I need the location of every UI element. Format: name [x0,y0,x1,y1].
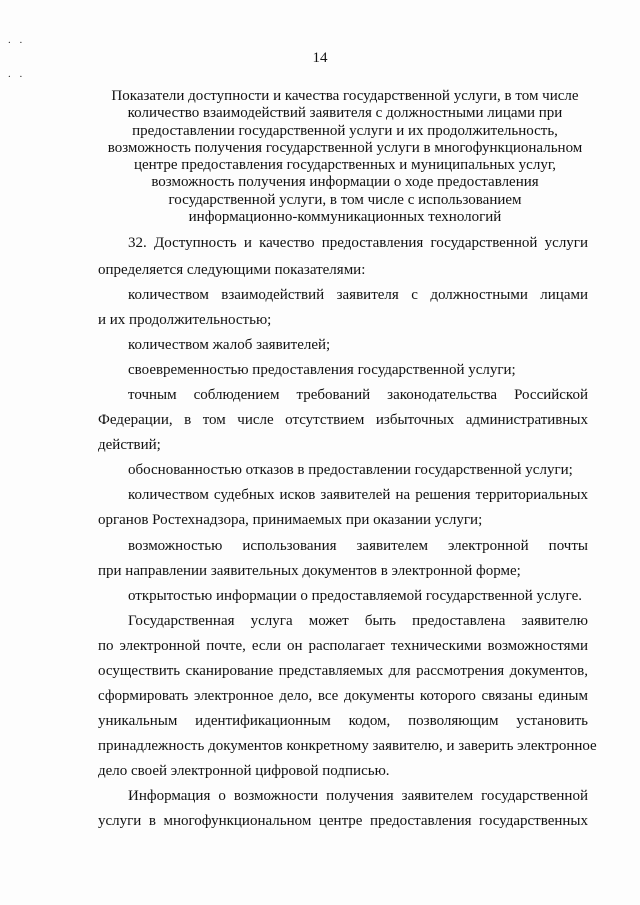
paragraph-line: 32. Доступность и качество предоставления государственной услуги [128,235,588,251]
paragraph-line: количеством жалоб заявителей; [128,337,331,353]
paragraph-line: органов Ростехнадзора, принимаемых при оказании услуги; [98,512,483,528]
paragraph-line: по электронной почте, если он располагает техническими возможностями [98,638,588,654]
heading-line: Показатели доступности и качества государственной услуги, в том числе [111,88,579,104]
paragraph-line: услуги в многофункциональном центре предоставления государственных [98,813,588,829]
section-heading [100,88,590,226]
paragraph-line: принадлежность документов конкретному заявителю, и заверить электронное [98,738,597,754]
paragraph-line: дело своей электронной цифровой подписью. [98,763,390,779]
heading-line: информационно-коммуникационных технологий [188,209,502,226]
paragraph-line: Государственная услуга может быть предоставлена заявителю [128,613,588,629]
paragraph-line: точным соблюдением требований законодательства Российской [128,387,588,403]
paragraph-line: действий; [98,437,161,453]
heading-line: количество взаимодействий заявителя с должностными лицами при [127,105,563,122]
paragraph-line: Федерации, в том числе отсутствием избыточных административных [98,412,588,428]
paragraph-line: и их продолжительностью; [98,312,272,328]
heading-line: возможность получения информации о ходе предоставления [151,174,539,191]
paragraph-line: возможностью использования заявителем электронной почты [128,538,588,554]
paragraph-line: обоснованностью отказов в предоставлении государственной услуги; [128,462,573,478]
heading-line: предоставлении государственной услуги и их продолжительность, [132,122,558,139]
paragraph-line: осуществить сканирование представляемых для рассмотрения документов, [98,663,588,679]
heading-line: государственной услуги, в том числе с использованием [168,191,522,208]
page-number: 14 [312,50,328,66]
paragraph-line: при направлении заявительных документов в электронной форме; [98,563,521,579]
heading-line: центре предоставления государственных и муниципальных услуг, [133,157,557,174]
heading-line: возможность получения государственной услуги в многофункциональном [107,139,583,156]
paragraph-line: Информация о возможности получения заявителем государственной [128,788,588,804]
paragraph-line: открытостью информации о предоставляемой государственной услуге. [128,588,583,604]
paragraph-line: количеством судебных исков заявителей на решения территориальных [128,487,588,503]
paragraph-line: уникальным идентификационным кодом, позволяющим установить [98,713,588,729]
scan-mark-second: . . [8,68,26,80]
paragraph-line: своевременностью предоставления государственной услуги; [128,362,516,378]
paragraph-line: сформировать электронное дело, все документы которого связаны единым [98,688,588,704]
scan-mark-top: . . [8,34,26,46]
paragraph-line: определяется следующими показателями: [98,262,366,278]
paragraph-line: количеством взаимодействий заявителя с должностными лицами [128,287,588,303]
